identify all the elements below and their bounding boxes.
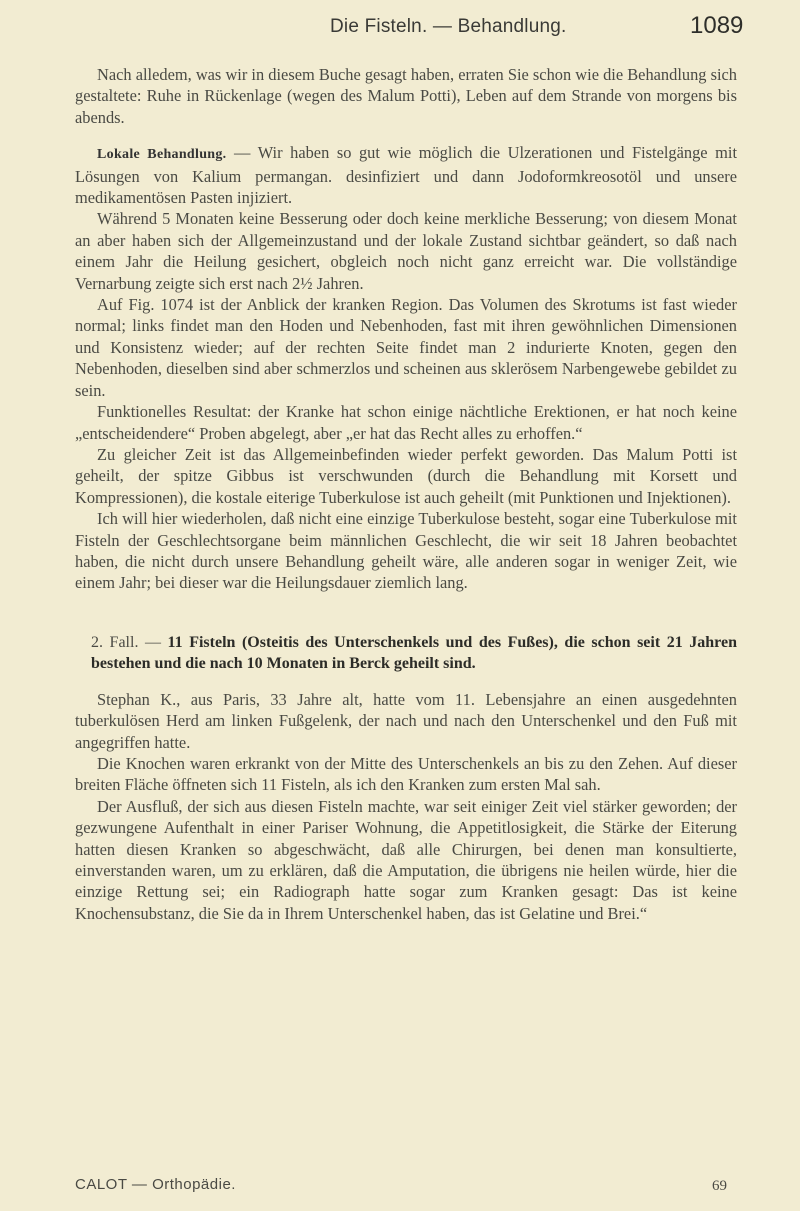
page-number: 1089 bbox=[690, 12, 744, 39]
footer-source: CALOT — Orthopädie. bbox=[75, 1176, 236, 1193]
paragraph: Nach alledem, was wir in diesem Buche gesagt haben, erraten Sie schon wie die Behandlung sich gestaltete: Ruhe in Rückenlage (wegen des Malum Potti), Leben auf dem Strande von morgens bis abends. bbox=[75, 65, 737, 127]
paragraph: Während 5 Monaten keine Besserung oder doch keine merkliche Besserung; von diesem Monat an aber haben sich der Allgemeinzustand und der lokale Zustand sichtbar geändert, so daß nach einem Jahr die Heilung gesichert, obgleich noch nicht ganz erreicht war. Die vollständige Vernarbung zeigte sich erst nach 2½ Jahren. bbox=[75, 209, 737, 293]
running-title: Die Fisteln. — Behandlung. bbox=[330, 16, 567, 37]
paragraph: Auf Fig. 1074 ist der Anblick der kranken Region. Das Volumen des Skrotums ist fast wieder normal; links findet man den Hoden und Nebenhoden, fast mit ihren gewöhnlichen Dimensionen und Konsistenz wieder; auf der rechten Seite findet man 2 indurierte Knoten, gegen den Nebenhoden, dieselben sind aber schmerzlos und scheinen aus sklerösem Narbengewebe gebildet zu sein. bbox=[75, 295, 737, 400]
case-title: 11 Fisteln (Osteitis des Unterschenkels und des Fußes), die schon seit 21 Jahren bestehen und die nach 10 Monaten in Berck geheilt sind. bbox=[91, 633, 737, 673]
paragraph: Die Knochen waren erkrankt von der Mitte des Unterschenkels an bis zu den Zehen. Auf dieser breiten Fläche öffneten sich 11 Fisteln, als ich den Kranken zum ersten Mal sah. bbox=[75, 753, 737, 795]
paragraph: Stephan K., aus Paris, 33 Jahre alt, hatte vom 11. Lebensjahre an einen ausgedehnten tuberkulösen Herd am linken Fußgelenk, der nach und nach den Unterschenkel und den Fuß mit angegriffen hatte. bbox=[75, 689, 737, 752]
page-body bbox=[75, 64, 737, 924]
page-footer bbox=[75, 1176, 737, 1194]
paragraph-lokale-behandlung bbox=[75, 142, 737, 208]
paragraph: Ich will hier wiederholen, daß nicht eine einzige Tuberkulose besteht, sogar eine Tuberkulose mit Fisteln der Geschlechtsorgane beim männlichen Geschlecht, die wir seit 18 Jahren beobachtet haben, die nicht durch unsere Behandlung geheilt wäre, alle anderen sogar in weniger Zeit, wie einem Jahr; bei dieser war die Heilungsdauer ziemlich lang. bbox=[75, 509, 737, 593]
paragraph: Zu gleicher Zeit ist das Allgemeinbefinden wieder perfekt geworden. Das Malum Potti ist geheilt, der spitze Gibbus ist verschwunden (durch die Behandlung mit Korsett und Kompressionen), die kostale eiterige Tuberkulose ist auch geheilt (mit Punktionen und Injektionen). bbox=[75, 444, 737, 507]
paragraph: Der Ausfluß, der sich aus diesen Fisteln machte, war seit einiger Zeit viel stärker geworden; der gezwungene Aufenthalt in einer Pariser Wohnung, die Appetitlosigkeit, die Stärke der Eiterung hatten diesen Kranken so abgeschwächt, daß alle Chirurgen, bei denen man konsultierte, einverstanden waren, um zu erklären, daß die Amputation, die übrigens nie heilen würde, hier die einzige Rettung sei; ein Radiograph hatte sogar zum Kranken gesagt: Das ist keine Knochensubstanz, die Sie da in Ihrem Unterschenkel haben, das ist Gelatine und Brei.“ bbox=[75, 796, 737, 923]
case-label: 2. Fall. — bbox=[91, 633, 168, 651]
run-in-heading: Lokale Behandlung. bbox=[97, 147, 227, 163]
paragraph: Funktionelles Resultat: der Kranke hat schon einige nächtliche Erektionen, er hat noch keine „entscheidendere“ Proben abgelegt, aber „er hat das Recht alles zu erhoffen.“ bbox=[75, 402, 737, 443]
paragraph-text: — Wir haben so gut wie möglich die Ulzerationen und Fistelgänge mit Lösungen von Kalium permangan. desinfiziert und dann Jodoformkreosotöl und unsere medikamentösen Pasten injiziert. bbox=[75, 143, 738, 208]
case-heading bbox=[75, 632, 737, 675]
signature-mark: 69 bbox=[712, 1178, 727, 1194]
running-header bbox=[0, 10, 800, 44]
